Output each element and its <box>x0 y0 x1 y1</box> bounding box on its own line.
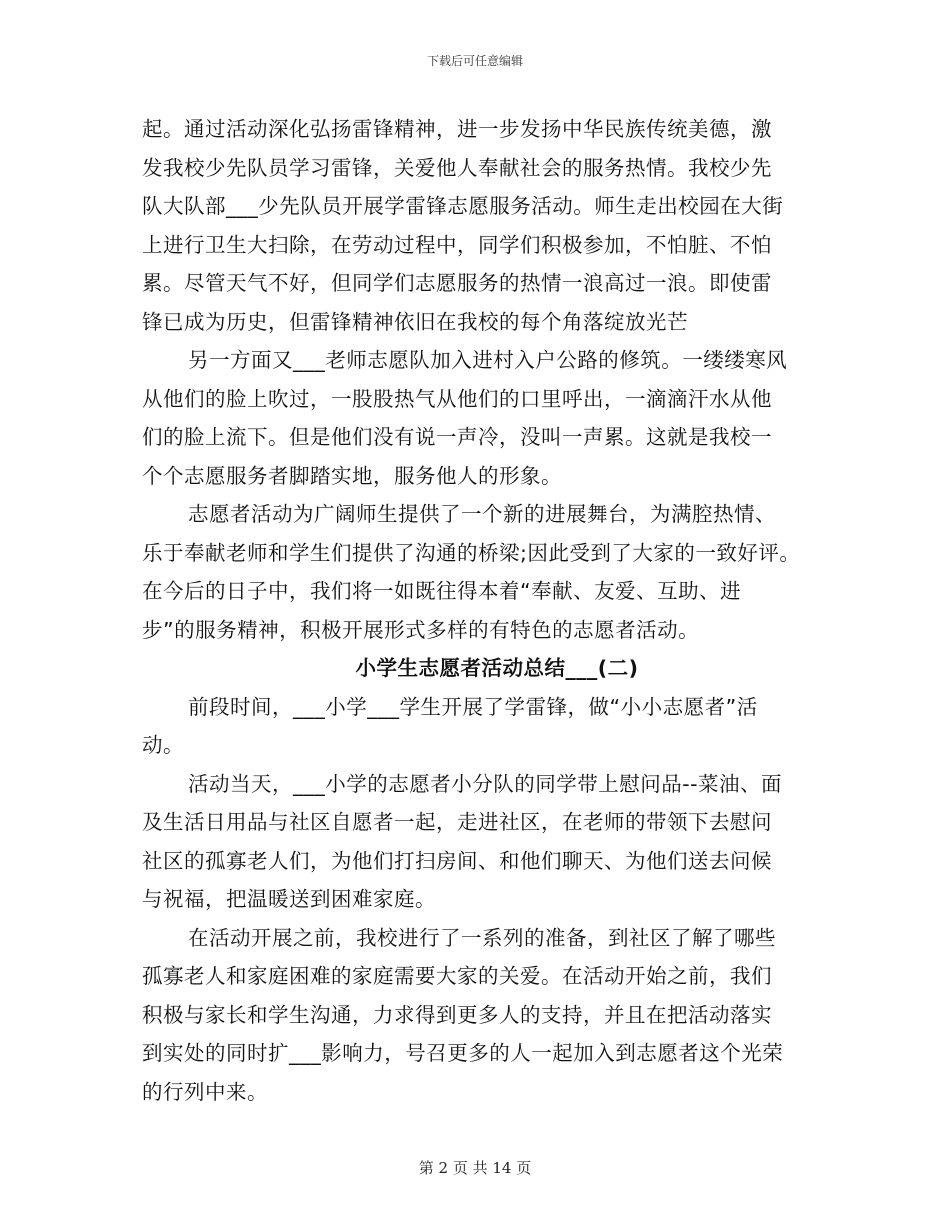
text-line: 累。尽管天气不好，但同学们志愿服务的热情一浪高过一浪。即使雷 <box>142 271 772 295</box>
text-line: 的行列中来。 <box>142 1079 268 1104</box>
text-line: 个个志愿服务者脚踏实地，服务他人的形象。 <box>142 463 562 488</box>
text-line: 与祝福，把温暖送到困难家庭。 <box>142 887 436 911</box>
text-line: 到实处的同时扩___影响力，号召更多的人一起加入到志愿者这个光荣 <box>142 1041 784 1065</box>
text-line: 从他们的脸上吹过，一股股热气从他们的口里呼出，一滴滴汗水从他 <box>142 386 772 411</box>
page-footer: 第 2 页 共 14 页 <box>418 1159 532 1177</box>
text-line: 乐于奉献老师和学生们提供了沟通的桥梁;因此受到了大家的一致好评。 <box>142 540 801 565</box>
paragraph-start-line: 志愿者活动为广阔师生提供了一个新的进展舞台，为满腔热情、 <box>188 502 776 526</box>
text-line: 步”的服务精神，积极开展形式多样的有特色的志愿者活动。 <box>142 617 700 642</box>
text-line: 发我校少先队员学习雷锋，关爱他人奉献社会的服务热情。我校少先 <box>142 155 772 180</box>
page-header: 下载后可任意编辑 <box>426 54 523 68</box>
section-heading: 小学生志愿者活动总结___(二) <box>355 656 639 680</box>
text-line: 动。 <box>142 733 184 757</box>
text-line: 及生活日用品与社区自愿者一起，走进社区，在老师的带领下去慰问 <box>142 810 772 834</box>
text-line: 孤寡老人和家庭困难的家庭需要大家的关爱。在活动开始之前，我们 <box>142 964 772 988</box>
text-line: 起。通过活动深化弘扬雷锋精神，进一步发扬中华民族传统美德，激 <box>142 117 772 141</box>
text-line: 上进行卫生大扫除，在劳动过程中，同学们积极参加，不怕脏、不怕 <box>142 232 772 257</box>
text-line: 队大队部___少先队员开展学雷锋志愿服务活动。师生走出校园在大街 <box>142 194 784 218</box>
paragraph-start-line: 在活动开展之前，我校进行了一系列的准备，到社区了解了哪些 <box>188 925 776 950</box>
paragraph-start-line: 另一方面又___老师志愿队加入进村入户公路的修筑。一缕缕寒风 <box>188 348 788 372</box>
paragraph-start-line: 前段时间，___小学___学生开展了学雷锋，做“小小志愿者”活 <box>188 694 758 719</box>
text-line: 在今后的日子中，我们将一如既往得本着“奉献、友爱、互助、进 <box>142 579 742 603</box>
text-line: 们的脸上流下。但是他们没有说一声冷，没叫一声累。这就是我校一 <box>142 425 772 449</box>
document-body <box>142 110 822 1111</box>
text-line: 社区的孤寡老人们，为他们打扫房间、和他们聊天、为他们送去问候 <box>142 848 772 873</box>
text-line: 积极与家长和学生沟通，力求得到更多人的支持，并且在把活动落实 <box>142 1002 772 1027</box>
paragraph-start-line: 活动当天，___小学的志愿者小分队的同学带上慰问品--菜油、面 <box>188 771 783 796</box>
text-line: 锋已成为历史，但雷锋精神依旧在我校的每个角落绽放光芒 <box>142 309 688 334</box>
